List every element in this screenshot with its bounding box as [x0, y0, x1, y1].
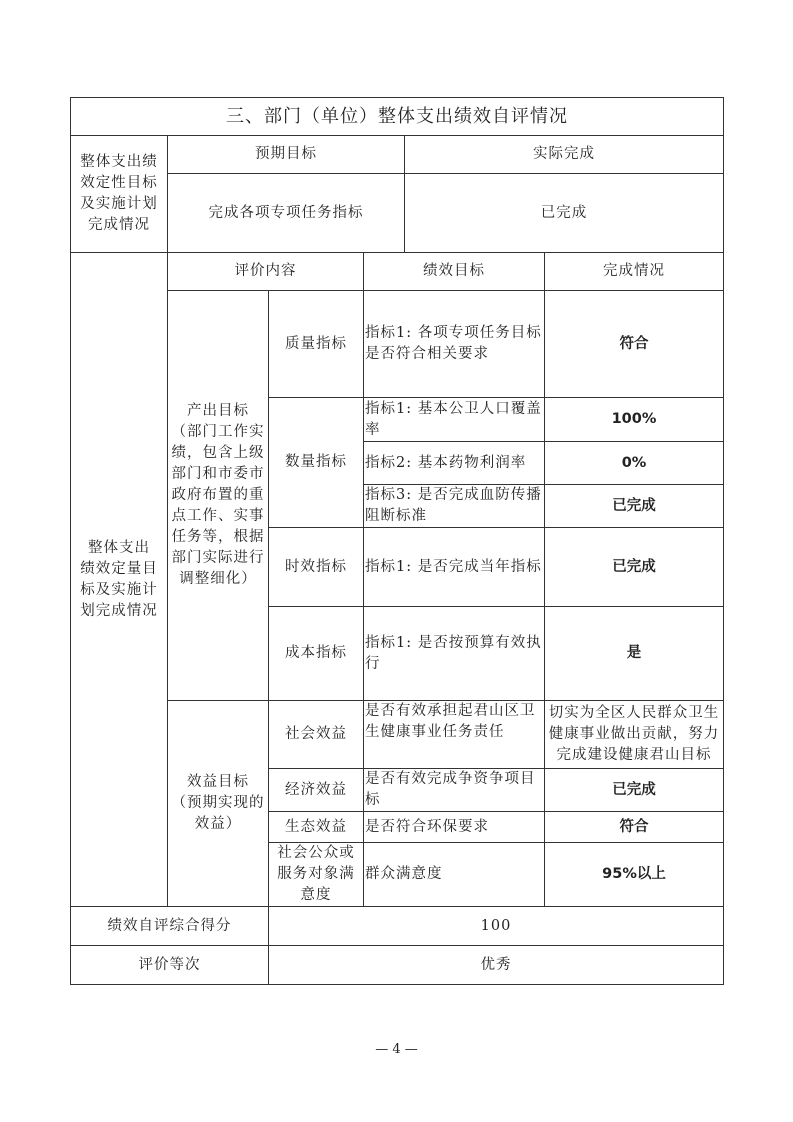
status: 已完成	[545, 769, 724, 812]
target: 是否符合环保要求	[364, 812, 545, 843]
table-row	[71, 701, 724, 769]
status: 95%以上	[545, 843, 724, 907]
score-value: 100	[269, 907, 724, 946]
header-target: 绩效目标	[364, 253, 545, 291]
category: 成本指标	[269, 607, 364, 701]
category: 时效指标	[269, 528, 364, 607]
target: 指标3: 是否完成血防传播阻断标准	[364, 485, 545, 528]
target: 指标1: 是否按预算有效执行	[364, 607, 545, 701]
status: 是	[545, 607, 724, 701]
section-title: 三、部门（单位）整体支出绩效自评情况	[71, 98, 724, 136]
actual-value: 已完成	[405, 174, 724, 253]
target: 群众满意度	[364, 843, 545, 907]
status: 切实为全区人民群众卫生健康事业做出贡献，努力完成建设健康君山目标	[545, 701, 724, 769]
header-expected: 预期目标	[168, 136, 405, 174]
status: 已完成	[545, 485, 724, 528]
status: 符合	[545, 291, 724, 398]
quantitative-table	[70, 252, 724, 985]
target: 是否有效承担起君山区卫生健康事业任务责任	[364, 701, 545, 769]
header-status: 完成情况	[545, 253, 724, 291]
target: 是否有效完成争资争项目标	[364, 769, 545, 812]
target: 指标1: 各项专项任务目标是否符合相关要求	[364, 291, 545, 398]
category: 数量指标	[269, 398, 364, 528]
qualitative-table	[70, 97, 724, 253]
expected-value: 完成各项专项任务指标	[168, 174, 405, 253]
benefit-goal: 效益目标 （预期实现的 效益）	[168, 701, 269, 907]
category: 经济效益	[269, 769, 364, 812]
category: 社会公众或 服务对象满 意度	[269, 843, 364, 907]
category: 生态效益	[269, 812, 364, 843]
header-content: 评价内容	[168, 253, 364, 291]
category: 质量指标	[269, 291, 364, 398]
category: 社会效益	[269, 701, 364, 769]
status: 0%	[545, 442, 724, 485]
score-label: 绩效自评综合得分	[71, 907, 269, 946]
status: 100%	[545, 398, 724, 442]
grade-label: 评价等次	[71, 946, 269, 985]
status: 符合	[545, 812, 724, 843]
output-goal: 产出目标 （部门工作实 绩，包含上级 部门和市委市 政府布置的重 点工作、实事 任务等，根据 部门实际进行 调整细化）	[168, 291, 269, 701]
status: 已完成	[545, 528, 724, 607]
page-number: — 4 —	[375, 1042, 418, 1057]
header-actual: 实际完成	[405, 136, 724, 174]
target: 指标1: 基本公卫人口覆盖率	[364, 398, 545, 442]
target: 指标2: 基本药物利润率	[364, 442, 545, 485]
qualitative-label: 整体支出绩 效定性目标 及实施计划 完成情况	[71, 136, 168, 253]
grade-value: 优秀	[269, 946, 724, 985]
table-row	[71, 291, 724, 398]
quantitative-label: 整体支出 绩效定量目 标及实施计 划完成情况	[71, 253, 168, 907]
target: 指标1: 是否完成当年指标	[364, 528, 545, 607]
